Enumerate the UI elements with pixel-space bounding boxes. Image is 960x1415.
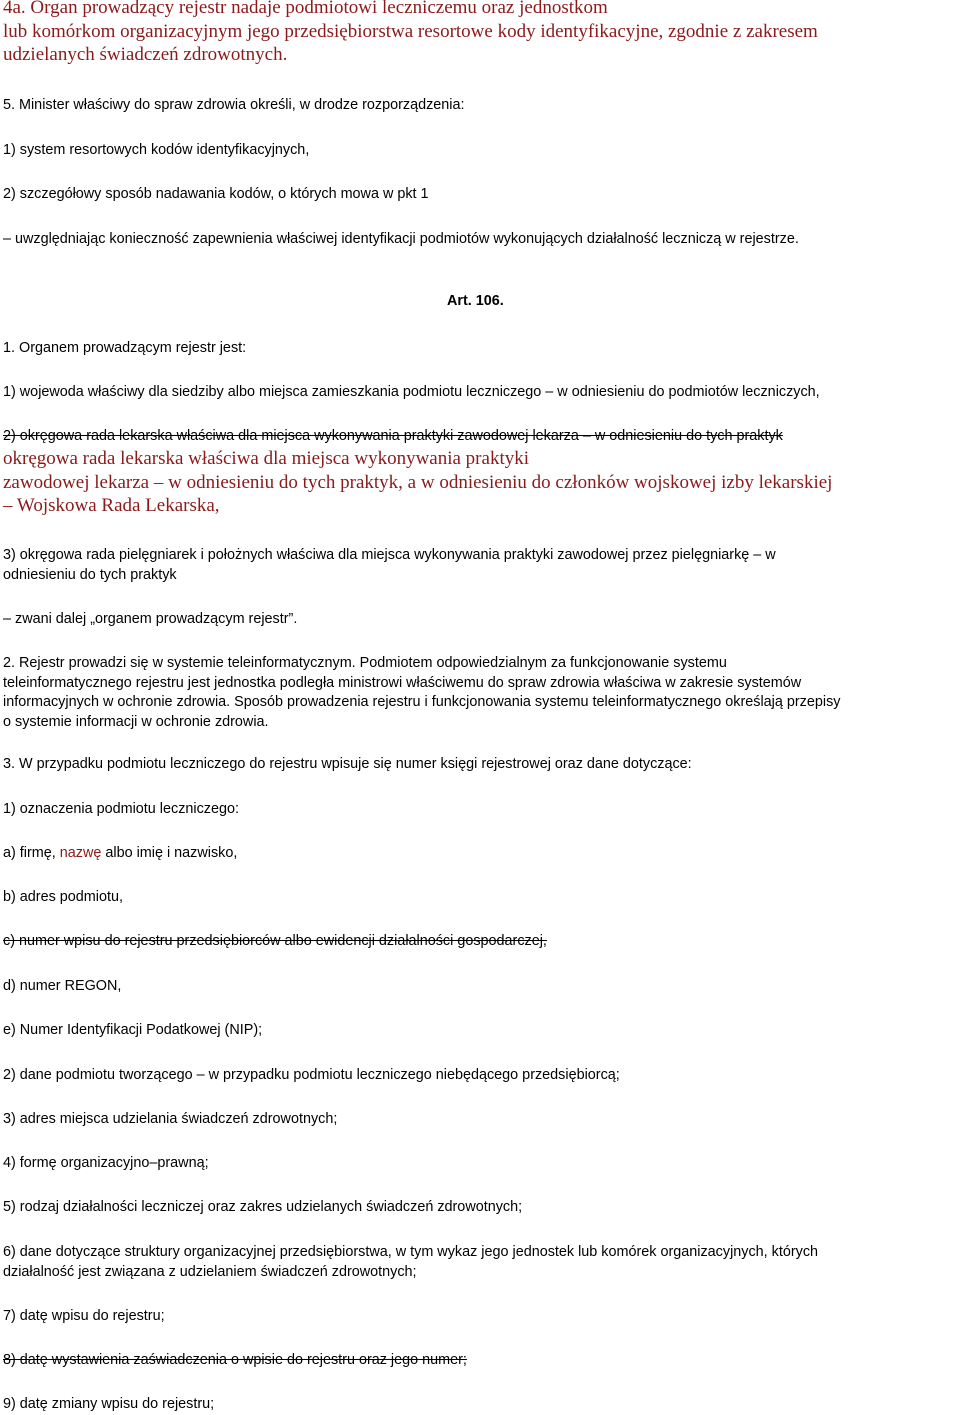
p2-line-4: o systemie informacji w ochronie zdrowia. <box>3 713 269 730</box>
paragraph-4a-line-3: udzielanych świadczeń zdrowotnych. <box>3 44 288 65</box>
item-3-line-2: odniesieniu do tych praktyk <box>3 566 177 583</box>
paragraph-4a <box>0 0 960 67</box>
item-6-line-1: 6) dane dotyczące struktury organizacyjnej przedsiębiorstwa, w tym wykaz jego jednostek lub komórek organizacyjnych, których <box>3 1244 819 1260</box>
article-106-p3-item-3: 3) adres miejsca udzielania świadczeń zdrowotnych; <box>3 1111 338 1127</box>
amendment-line-2: zawodowej lekarza – w odniesieniu do tych praktyk, a w odniesieniu do członków wojskowej izby lekarskiej <box>3 471 833 493</box>
amendment-line-1: okręgowa rada lekarska właściwa dla miejsca wykonywania praktyki <box>3 448 529 469</box>
article-106-p3-item-e: e) Numer Identyfikacji Podatkowej (NIP); <box>3 1022 263 1038</box>
article-106-p3-item-5: 5) rodzaj działalności leczniczej oraz zakres udzielanych świadczeń zdrowotnych; <box>3 1199 523 1215</box>
article-106-p3-item-6 <box>0 1243 960 1282</box>
item-6-line-2: działalność jest związana z udzielaniem świadczeń zdrowotnych; <box>3 1263 417 1280</box>
paragraph-5-intro: 5. Minister właściwy do spraw zdrowia określi, w drodze rozporządzenia: <box>3 97 465 113</box>
item-3-line-1: 3) okręgowa rada pielęgniarek i położnych właściwa dla miejsca wykonywania praktyki zawodowej przez pielęgniarkę – w <box>3 547 776 563</box>
article-106-p1-item-2-deleted: 2) okręgowa rada lekarska właściwa dla miejsca wykonywania praktyki zawodowej lekarza – w odniesieniu do tych praktyk <box>3 428 783 444</box>
p2-line-2: teleinformatycznego rejestru jest jednostka podległa ministrowi właściwemu do spraw zdrowia właściwa w zakresie systemów <box>3 674 802 691</box>
article-106-p3-item-7: 7) datę wpisu do rejestru; <box>3 1308 165 1324</box>
article-106-p1-item-3 <box>0 546 960 585</box>
paragraph-5-item-2: 2) szczegółowy sposób nadawania kodów, o których mowa w pkt 1 <box>3 186 429 202</box>
article-106-p3-item-9: 9) datę zmiany wpisu do rejestru; <box>3 1396 215 1412</box>
paragraph-5-closing: – uwzględniając konieczność zapewnienia właściwej identyfikacji podmiotów wykonujących działalność leczniczą w rejestrze. <box>3 231 799 247</box>
article-106-p3-item-8-deleted: 8) datę wystawienia zaświadczenia o wpisie do rejestru oraz jego numer; <box>3 1352 467 1368</box>
article-106-p3-item-2: 2) dane podmiotu tworzącego – w przypadku podmiotu leczniczego niebędącego przedsiębiorcą; <box>3 1067 620 1083</box>
paragraph-4a-line-1: 4a. Organ prowadzący rejestr nadaje podmiotowi leczniczemu oraz jednostkom <box>3 0 608 18</box>
article-106-p3-item-a <box>0 844 960 864</box>
article-106-p1-closing: – zwani dalej „organem prowadzącym rejestr”. <box>3 611 298 627</box>
article-106-p3-item-1: 1) oznaczenia podmiotu leczniczego: <box>3 801 239 817</box>
article-heading: Art. 106. <box>447 293 504 309</box>
paragraph-5-item-1: 1) system resortowych kodów identyfikacyjnych, <box>3 142 310 158</box>
article-106-p1-item-2-amendment <box>0 447 960 518</box>
article-106-p3-item-d: d) numer REGON, <box>3 978 122 994</box>
amendment-line-3: – Wojskowa Rada Lekarska, <box>3 495 220 516</box>
item-a-amended-word: nazwę <box>59 845 102 861</box>
article-106-p3-item-c-deleted: c) numer wpisu do rejestru przedsiębiorców albo ewidencji działalności gospodarczej, <box>3 933 547 949</box>
article-106-p1-intro: 1. Organem prowadzącym rejestr jest: <box>3 340 247 356</box>
article-106-p2 <box>0 654 960 732</box>
item-a-text-1: a) firmę, <box>3 845 60 861</box>
article-106-p1-item-1: 1) wojewoda właściwy dla siedziby albo miejsca zamieszkania podmiotu leczniczego – w odniesieniu do podmiotów leczniczych, <box>3 384 820 400</box>
article-106-p3-item-4: 4) formę organizacyjno–prawną; <box>3 1155 209 1171</box>
article-106-p3-item-b: b) adres podmiotu, <box>3 889 123 905</box>
item-a-text-2: albo imię i nazwisko, <box>101 845 238 861</box>
paragraph-4a-line-2: lub komórkom organizacyjnym jego przedsiębiorstwa resortowe kody identyfikacyjne, zgodnie z zakresem <box>3 20 818 42</box>
p2-line-1: 2. Rejestr prowadzi się w systemie teleinformatycznym. Podmiotem odpowiedzialnym za funkcjonowanie systemu <box>3 655 727 671</box>
article-106-p3-intro: 3. W przypadku podmiotu leczniczego do rejestru wpisuje się numer księgi rejestrowej oraz dane dotyczące: <box>3 756 692 772</box>
p2-line-3: informacyjnych w ochronie zdrowia. Sposób prowadzenia rejestru i funkcjonowania systemu teleinformatycznego określają przepisy <box>3 694 841 710</box>
